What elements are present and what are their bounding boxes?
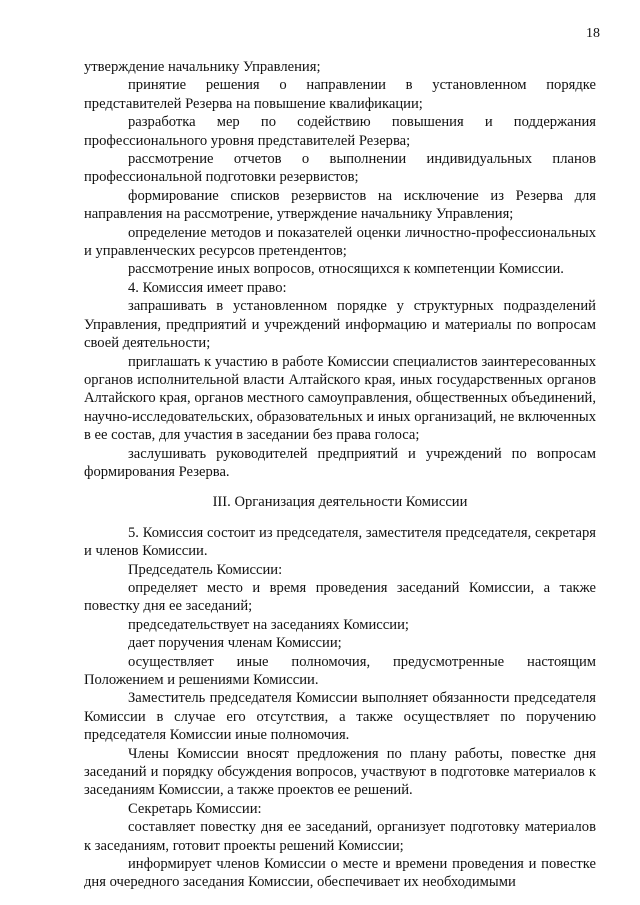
paragraph: определяет место и время проведения заседаний Комиссии, а также повестку дня ее заседаний; (84, 579, 596, 615)
paragraph: определение методов и показателей оценки личностно-профессиональных и управленческих ресурсов претендентов; (84, 224, 596, 260)
paragraph: Члены Комиссии вносят предложения по плану работы, повестке дня заседаний и порядку обсуждения вопросов, участвуют в подготовке материалов к заседаниям Комиссии, а также проектов ее решений. (84, 745, 596, 799)
paragraph: Секретарь Комиссии: (128, 800, 262, 817)
paragraph: принятие решения о направлении в установленном порядке представителей Резерва на повышение квалификации; (84, 77, 596, 112)
paragraph: дает поручения членам Комиссии; (128, 635, 342, 652)
paragraph: рассмотрение отчетов о выполнении индивидуальных планов профессиональной подготовки резервистов; (84, 151, 596, 186)
paragraph: информирует членов Комиссии о месте и времени проведения и повестке дня очередного заседания Комиссии, обеспечивает их необходимыми (84, 856, 596, 891)
page-number: 18 (586, 26, 600, 41)
paragraph: 4. Комиссия имеет право: (128, 279, 287, 296)
paragraph: разработка мер по содействию повышения и поддержания профессионального уровня представителей Резерва; (84, 114, 596, 149)
paragraph: заслушивать руководителей предприятий и учреждений по вопросам формирования Резерва. (84, 445, 596, 480)
paragraph: запрашивать в установленном порядке у структурных подразделений Управления, предприятий и учреждений информацию и материалы по вопросам своей деятельности; (84, 298, 596, 352)
paragraph: приглашать к участию в работе Комиссии специалистов заинтересованных органов исполнительной власти Алтайского края, иных государственных органов Алтайского края, органов местного самоуправления, общественных объединений, научно-исследовательских, образовательных и иных организаций, не включенных в ее состав, для участия в заседании без права голоса; (84, 353, 596, 444)
section-heading: III. Организация деятельности Комиссии (212, 494, 468, 511)
paragraphs-before-section (84, 58, 596, 481)
paragraph: председательствует на заседаниях Комиссии; (128, 616, 409, 633)
paragraph: осуществляет иные полномочия, предусмотренные настоящим Положением и решениями Комиссии. (84, 653, 596, 688)
paragraph: рассмотрение иных вопросов, относящихся к компетенции Комиссии. (128, 261, 564, 278)
paragraph: Заместитель председателя Комиссии выполняет обязанности председателя Комиссии в случае его отсутствия, а также осуществляет по поручению председателя Комиссии иные полномочия. (84, 690, 596, 744)
paragraph: составляет повестку дня ее заседаний, организует подготовку материалов к заседаниям, готовит проекты решений Комиссии; (84, 819, 596, 854)
paragraphs-after-section (84, 524, 596, 892)
paragraph: 5. Комиссия состоит из председателя, заместителя председателя, секретаря и членов Комиссии. (84, 524, 596, 560)
paragraph: Председатель Комиссии: (128, 561, 283, 578)
document-body (84, 58, 596, 892)
paragraph: формирование списков резервистов на исключение из Резерва для направления на рассмотрение, утверждение начальнику Управления; (84, 187, 596, 223)
paragraph: утверждение начальнику Управления; (84, 59, 321, 75)
